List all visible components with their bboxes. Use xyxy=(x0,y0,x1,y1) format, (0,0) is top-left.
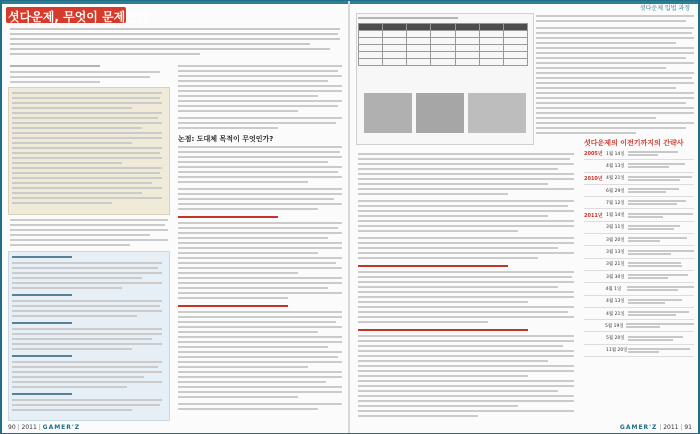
column-text xyxy=(178,311,342,313)
column-text xyxy=(358,390,558,392)
column-text xyxy=(10,81,100,83)
timeline-year: 2005년 xyxy=(584,151,603,158)
right-header-tag: 셧다운제 입법 과정 xyxy=(639,5,690,12)
timeline-row xyxy=(584,197,694,209)
column-text xyxy=(358,257,538,259)
box-text xyxy=(12,366,158,368)
box-heading xyxy=(12,294,72,296)
intro-text xyxy=(10,43,310,45)
column-text xyxy=(358,178,574,180)
timeline-date: 4월 13일 xyxy=(606,299,625,305)
column-text xyxy=(536,82,694,84)
box-text xyxy=(12,147,162,149)
column-text xyxy=(358,405,518,407)
column-text xyxy=(536,127,686,129)
column-text xyxy=(178,391,342,393)
column-text xyxy=(178,403,342,405)
box-text xyxy=(12,386,127,388)
timeline-date: 1월 14일 xyxy=(606,151,625,157)
column-text xyxy=(358,252,574,254)
box-text xyxy=(12,409,132,411)
column-text xyxy=(178,161,328,163)
column-text xyxy=(10,229,168,231)
column-text xyxy=(536,72,694,74)
box-text xyxy=(12,97,160,99)
column-text xyxy=(10,239,168,241)
column-text xyxy=(536,15,694,17)
timeline-date: 4월 21일 xyxy=(606,176,625,182)
timeline-date: 3월 13일 xyxy=(606,250,625,256)
column-text xyxy=(178,181,308,183)
column-text xyxy=(178,408,318,410)
left-page xyxy=(2,1,348,433)
box-text xyxy=(12,361,162,363)
column-text xyxy=(178,396,298,398)
box-text xyxy=(12,202,112,204)
box-heading xyxy=(12,355,72,357)
column-text xyxy=(178,193,342,195)
box-text xyxy=(12,192,142,194)
footer-year: 2011 xyxy=(21,424,37,431)
column-text xyxy=(178,386,342,388)
column-text xyxy=(358,296,574,298)
box-heading xyxy=(12,322,72,324)
column-text xyxy=(358,183,548,185)
column-text xyxy=(358,271,574,273)
photo xyxy=(364,93,412,133)
column-text xyxy=(536,87,676,89)
column-text xyxy=(358,316,574,318)
column-text xyxy=(536,27,694,29)
timeline-date: 3월 30일 xyxy=(606,274,625,280)
column-text xyxy=(178,292,342,294)
intro-text xyxy=(10,33,338,35)
timeline-event-text xyxy=(628,261,694,268)
timeline-row xyxy=(584,283,694,295)
page-number: 90 xyxy=(8,424,16,431)
column-text xyxy=(358,247,558,249)
box-text xyxy=(12,132,162,134)
intro-text xyxy=(10,28,340,30)
timeline-event-text xyxy=(628,224,694,231)
column-text xyxy=(178,203,342,205)
timeline-row xyxy=(584,209,694,221)
column-text xyxy=(536,92,694,94)
box-text xyxy=(12,272,162,274)
column-text xyxy=(358,193,508,195)
column-text xyxy=(178,117,342,119)
column-text xyxy=(178,188,342,190)
column-text xyxy=(536,102,686,104)
column-text xyxy=(178,156,342,158)
column-text xyxy=(10,224,165,226)
photo xyxy=(416,93,464,133)
column-text xyxy=(178,95,318,97)
box-text xyxy=(12,167,162,169)
sub-heading xyxy=(358,265,508,267)
box-text xyxy=(12,142,132,144)
column-text xyxy=(178,267,342,269)
timeline-event-text xyxy=(628,212,694,219)
column-text xyxy=(178,127,278,129)
box-text xyxy=(12,122,162,124)
timeline-date: 7월 12일 xyxy=(606,200,625,206)
column-text xyxy=(358,321,488,323)
column-text xyxy=(178,321,336,323)
box-text xyxy=(12,262,162,264)
box-text xyxy=(12,182,152,184)
column-text xyxy=(536,47,694,49)
timeline-event-text xyxy=(628,298,694,305)
box-text xyxy=(12,162,122,164)
column-text xyxy=(178,361,342,363)
box-text xyxy=(12,277,142,279)
timeline-row xyxy=(584,173,694,185)
sub-heading xyxy=(178,305,288,307)
column-text xyxy=(178,198,334,200)
column-text xyxy=(358,188,574,190)
box-text xyxy=(12,102,162,104)
timeline-year: 2011년 xyxy=(584,212,603,219)
column-text xyxy=(358,335,574,337)
column-text xyxy=(536,107,694,109)
timeline-row xyxy=(584,148,694,160)
column-text xyxy=(10,234,150,236)
column-text xyxy=(536,42,676,44)
column-text xyxy=(178,85,342,87)
column-text xyxy=(358,360,548,362)
column-text xyxy=(178,336,342,338)
column-text xyxy=(178,222,342,224)
box-text xyxy=(12,137,162,139)
box-text xyxy=(12,348,132,350)
column-text xyxy=(178,287,328,289)
column-text xyxy=(358,158,570,160)
column-text xyxy=(10,219,168,221)
column-text xyxy=(178,252,318,254)
column-text xyxy=(10,244,130,246)
column-text xyxy=(178,297,288,299)
column-text xyxy=(358,230,518,232)
column-text xyxy=(178,242,342,244)
timeline-event-text xyxy=(628,162,694,169)
column-text xyxy=(358,163,574,165)
timeline-date: 11월 20일 xyxy=(606,348,628,354)
intro-text xyxy=(10,38,340,40)
column-text xyxy=(178,381,326,383)
page-number: 91 xyxy=(684,424,692,431)
left-footer: 90 | 2011 | GAMER'Z xyxy=(8,424,81,431)
footer-brand: GAMER'Z xyxy=(619,424,658,431)
box-text xyxy=(12,343,162,345)
data-table xyxy=(358,23,528,66)
column-text xyxy=(358,400,574,402)
top-band xyxy=(2,1,348,4)
column-text xyxy=(178,282,342,284)
column-text xyxy=(178,208,318,210)
column-text xyxy=(358,345,563,347)
column-text xyxy=(536,57,686,59)
timeline-date: 5월 19일 xyxy=(605,323,624,329)
column-text xyxy=(358,237,574,239)
column-text xyxy=(358,168,558,170)
timeline-event-text xyxy=(628,175,694,182)
column-text xyxy=(178,151,340,153)
column-text xyxy=(178,122,336,124)
right-footer: GAMER'Z | 2011 | 91 xyxy=(619,424,692,431)
column-text xyxy=(358,340,574,342)
column-text xyxy=(178,371,342,373)
box-text xyxy=(12,117,158,119)
column-text xyxy=(536,67,666,69)
column-text xyxy=(358,311,568,313)
column-text xyxy=(358,410,574,412)
column-text xyxy=(358,276,572,278)
column-text xyxy=(178,331,318,333)
article-title: 셧다운제, 무엇이 문제인가 xyxy=(8,10,149,24)
column-text xyxy=(178,316,342,318)
intro-text xyxy=(10,53,200,55)
timeline-event-text xyxy=(628,335,694,342)
column-text xyxy=(536,37,694,39)
column-text xyxy=(178,247,342,249)
column-text xyxy=(358,375,528,377)
column-text xyxy=(358,173,574,175)
column-text xyxy=(358,225,574,227)
timeline-row xyxy=(584,185,694,197)
photo xyxy=(468,93,526,133)
column-text xyxy=(178,366,308,368)
column-text xyxy=(178,237,328,239)
timeline-row xyxy=(584,308,694,320)
column-text xyxy=(358,210,574,212)
column-text xyxy=(358,370,574,372)
column-text xyxy=(178,341,342,343)
column-text xyxy=(536,32,692,34)
column-text xyxy=(358,306,574,308)
column-text xyxy=(178,146,342,148)
section-heading: 논점: 도대체 목적이 무엇인가? xyxy=(178,135,274,143)
column-text xyxy=(358,395,574,397)
column-text xyxy=(536,132,636,134)
column-text xyxy=(358,350,574,352)
box-text xyxy=(12,315,137,317)
box-text xyxy=(12,177,162,179)
column-text xyxy=(178,70,338,72)
timeline-date: 3월 21일 xyxy=(606,262,625,268)
column-text xyxy=(178,110,298,112)
box-heading xyxy=(12,256,72,258)
timeline-event-text xyxy=(628,249,694,256)
box-text xyxy=(12,333,162,335)
timeline-date: 3월 11일 xyxy=(606,225,625,231)
column-text xyxy=(536,97,694,99)
timeline-event-text xyxy=(628,273,694,280)
box-text xyxy=(12,157,162,159)
timeline-date: 5월 20일 xyxy=(606,336,625,342)
intro-text xyxy=(10,48,330,50)
column-text xyxy=(358,281,574,283)
box-text xyxy=(12,371,162,373)
timeline-year: 2010년 xyxy=(584,175,603,182)
magazine-spread xyxy=(2,1,698,433)
timeline-row xyxy=(584,320,694,332)
column-text xyxy=(178,105,338,107)
column-text xyxy=(178,166,342,168)
timeline-event-text xyxy=(628,199,694,206)
box-text xyxy=(12,267,158,269)
column-text xyxy=(178,80,328,82)
column-text xyxy=(178,376,342,378)
sub-heading xyxy=(358,329,528,331)
column-text xyxy=(358,220,574,222)
timeline-row xyxy=(584,271,694,283)
box-text xyxy=(12,381,162,383)
column-text xyxy=(178,100,342,102)
timeline-row xyxy=(584,296,694,308)
column-text xyxy=(358,215,548,217)
column-text xyxy=(358,291,574,293)
column-text xyxy=(358,205,568,207)
box-text xyxy=(12,376,144,378)
column-text xyxy=(10,71,160,73)
column-text xyxy=(536,112,694,114)
timeline-date: 6월 29일 xyxy=(606,188,625,194)
column-text xyxy=(178,171,338,173)
column-text xyxy=(358,301,528,303)
column-text xyxy=(178,351,342,353)
box-text xyxy=(12,328,162,330)
column-text xyxy=(178,176,342,178)
column-text xyxy=(536,20,686,22)
timeline-date: 4월 21일 xyxy=(606,311,625,317)
column-text xyxy=(536,117,656,119)
timeline-row xyxy=(584,345,694,357)
column-text xyxy=(178,346,328,348)
timeline-row xyxy=(584,234,694,246)
box-text xyxy=(12,112,162,114)
box-text xyxy=(12,300,162,302)
timeline-event-text xyxy=(628,187,694,194)
column-text xyxy=(178,65,342,67)
column-text xyxy=(536,52,694,54)
column-heading xyxy=(10,65,100,67)
column-text xyxy=(178,277,342,279)
timeline-row xyxy=(584,259,694,271)
timeline-date: 1월 14일 xyxy=(606,213,625,219)
column-text xyxy=(178,326,342,328)
box-text xyxy=(12,107,132,109)
timeline-table xyxy=(584,148,694,357)
timeline-event-text xyxy=(628,236,694,243)
timeline-row xyxy=(584,160,694,172)
footer-brand: GAMER'Z xyxy=(42,424,81,431)
column-text xyxy=(536,77,692,79)
column-text xyxy=(358,200,574,202)
box-text xyxy=(12,287,122,289)
column-text xyxy=(358,385,574,387)
table-caption xyxy=(358,17,458,19)
sub-heading xyxy=(178,216,278,218)
column-text xyxy=(358,242,574,244)
column-text xyxy=(358,153,574,155)
timeline-date: 3월 20일 xyxy=(606,237,625,243)
column-text xyxy=(178,75,342,77)
box-text xyxy=(12,310,162,312)
column-text xyxy=(178,90,342,92)
box-text xyxy=(12,172,160,174)
timeline-event-text xyxy=(628,347,694,354)
column-text xyxy=(178,257,342,259)
column-text xyxy=(536,122,694,124)
right-page xyxy=(348,1,698,433)
box-text xyxy=(12,127,142,129)
box-text xyxy=(12,338,152,340)
timeline-row xyxy=(584,246,694,258)
box-heading xyxy=(12,393,72,395)
box-text xyxy=(12,152,160,154)
column-text xyxy=(536,62,694,64)
timeline-date: 4월 1일 xyxy=(605,286,622,292)
timeline-event-text xyxy=(628,310,694,317)
box-text xyxy=(12,197,162,199)
timeline-event-text xyxy=(626,322,694,329)
column-text xyxy=(358,286,558,288)
box-text xyxy=(12,187,162,189)
column-text xyxy=(358,380,574,382)
box-text xyxy=(12,399,162,401)
timeline-event-text xyxy=(627,285,694,292)
column-text xyxy=(178,232,342,234)
column-text xyxy=(178,356,338,358)
timeline-event-text xyxy=(628,150,694,157)
timeline-date: 4월 13일 xyxy=(606,163,625,169)
column-text xyxy=(358,415,478,417)
timeline-row xyxy=(584,222,694,234)
column-text xyxy=(10,76,150,78)
column-text xyxy=(178,272,298,274)
box-text xyxy=(12,282,162,284)
footer-year: 2011 xyxy=(663,424,679,431)
column-text xyxy=(178,262,336,264)
column-text xyxy=(358,365,574,367)
column-text xyxy=(178,227,338,229)
timeline-row xyxy=(584,332,694,344)
box-text xyxy=(12,92,162,94)
timeline-title: 셧다운제의 이전기까지의 간략사 xyxy=(584,139,684,147)
box-text xyxy=(12,404,160,406)
column-text xyxy=(358,355,574,357)
box-text xyxy=(12,305,160,307)
